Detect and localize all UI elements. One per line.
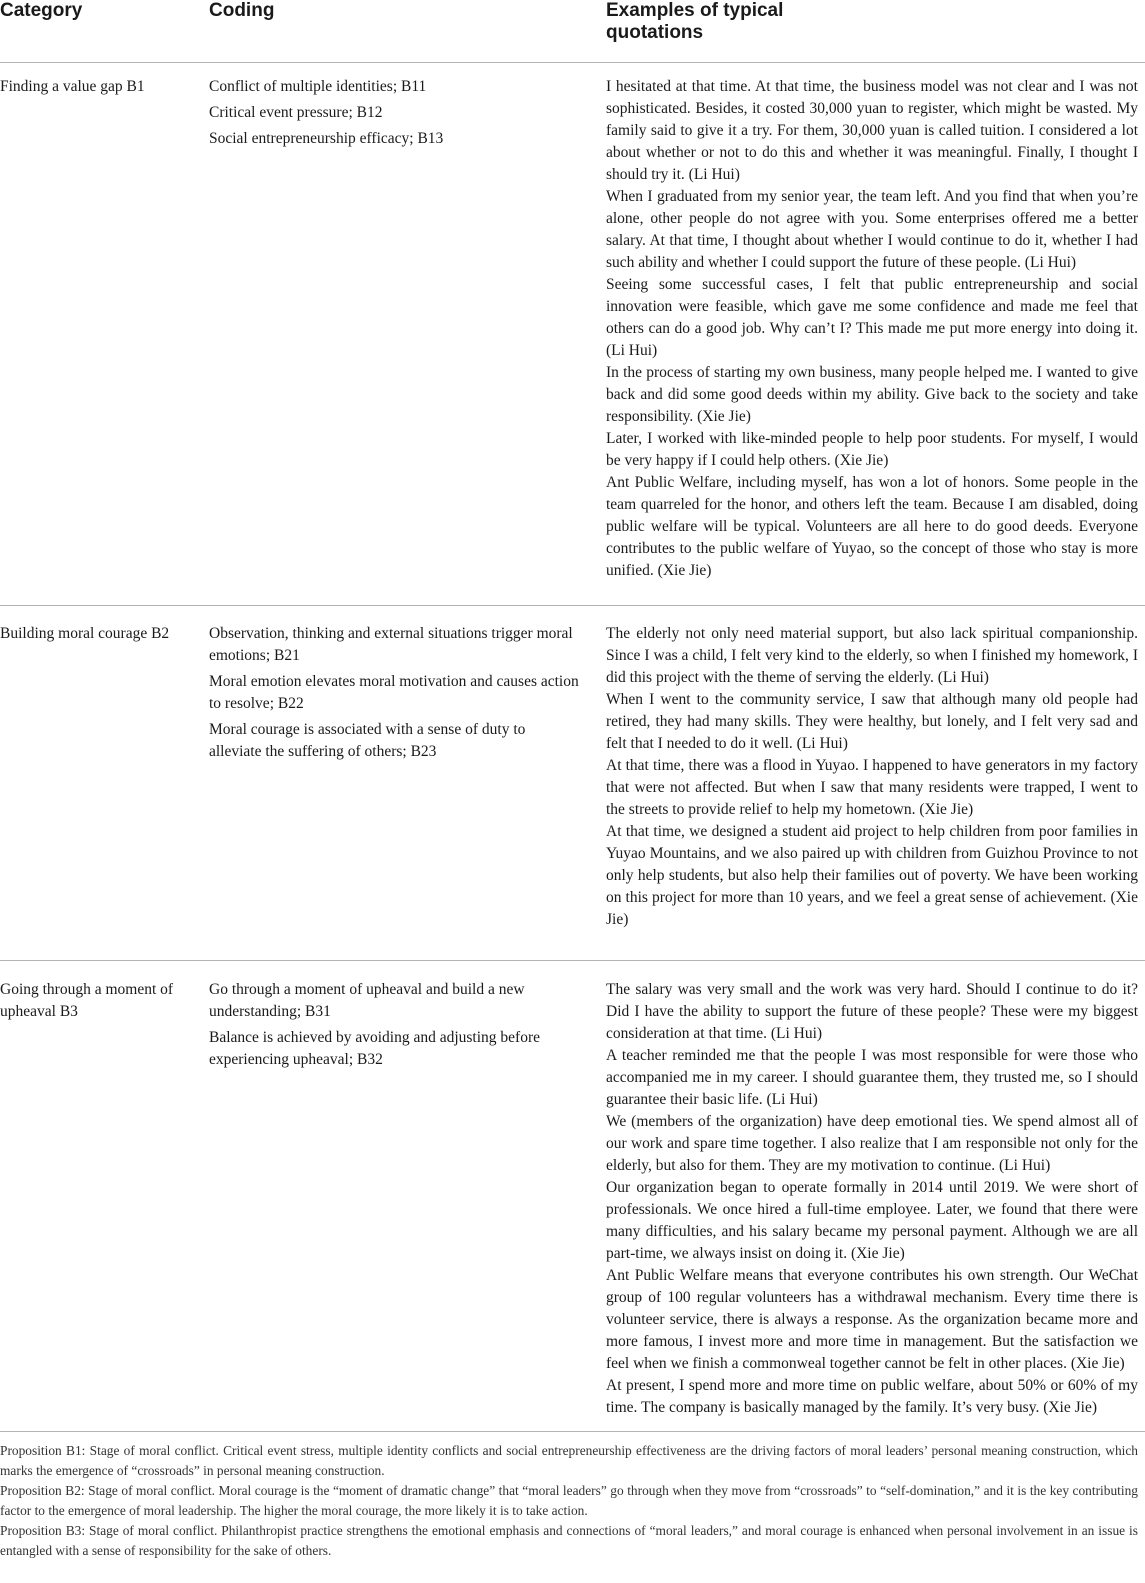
coding-item: Moral emotion elevates moral motivation and causes action to resolve; B22 (209, 673, 579, 712)
quotation: At present, I spend more and more time on public welfare, about 50% or 60% of my time. The company is basically managed by the family. It’s very busy. (Xie Jie) (606, 1377, 1138, 1416)
quotations-cell (606, 76, 1138, 582)
quotation: In the process of starting my own business, many people helped me. I wanted to give back and did some good deeds within my ability. Give back to the society and take responsibility. (Xie Jie) (606, 364, 1138, 425)
quotation: Our organization began to operate formally in 2014 until 2019. We were short of professionals. We once hired a full-time employee. Later, we found that there were many difficulties, and his salary became my personal payment. Although we are all part-time, we always insist on doing it. (Xie Jie) (606, 1179, 1138, 1262)
coding-cell (209, 623, 579, 767)
column-header-category: Category (0, 0, 83, 21)
coding-item: Moral courage is associated with a sense of duty to alleviate the suffering of others; B23 (209, 721, 526, 760)
category-cell: Building moral courage B2 (0, 625, 170, 642)
quotation: Later, I worked with like-minded people to help poor students. For myself, I would be very happy if I could help others. (Xie Jie) (606, 430, 1138, 469)
column-header-coding: Coding (209, 0, 275, 21)
quotation: When I graduated from my senior year, the team left. And you find that when you’re alone, other people do not agree with you. Some enterprises offered me a better salary. At that time, I thought about whether I would continue to do it, whether I had such ability and whether I could support the future of these people. (Li Hui) (606, 188, 1138, 271)
coding-cell (209, 979, 579, 1075)
row-rule (0, 605, 1145, 606)
quotation: At that time, there was a flood in Yuyao. I happened to have generators in my factory that were not affected. But when I saw that many residents were trapped, I went to the streets to provide relief to help my hometown. (Xie Jie) (606, 757, 1138, 818)
quotation: I hesitated at that time. At that time, the business model was not clear and I was not sophisticated. Besides, it costed 30,000 yuan to register, which might be wasted. My family said to give it a try. For them, 30,000 yuan is called tuition. I considered a lot about whether or not to do this and whether it was meaningful. Finally, I thought I should try it. (Li Hui) (606, 78, 1138, 183)
column-header-quotations: Examples of typical quotations (606, 0, 784, 43)
quotations-cell (606, 623, 1138, 931)
coding-item: Observation, thinking and external situations trigger moral emotions; B21 (209, 625, 573, 664)
category-cell: Finding a value gap B1 (0, 78, 145, 95)
table-footnotes (0, 1441, 1138, 1561)
quotation: The elderly not only need material support, but also lack spiritual companionship. Since I was a child, I felt very kind to the elderly, so when I finished my homework, I did this project with the theme of serving the elderly. (Li Hui) (606, 625, 1138, 686)
coding-item: Critical event pressure; B12 (209, 104, 383, 121)
quotation: We (members of the organization) have deep emotional ties. We spend almost all of our work and spare time together. I also realize that I am responsible not only for the elderly, but also for them. They are my motivation to continue. (Li Hui) (606, 1113, 1138, 1174)
row-rule (0, 960, 1145, 961)
quotation: Ant Public Welfare, including myself, has won a lot of honors. Some people in the team quarreled for the honor, and others left the team. Because I am disabled, doing public welfare will be typical. Volunteers are all here to do good deeds. Everyone contributes to the public welfare of Yuyao, so the concept of those who stay is more unified. (Xie Jie) (606, 474, 1138, 579)
table-header (0, 0, 1145, 58)
quotation: A teacher reminded me that the people I was most responsible for were those who accompanied me in my career. I should guarantee them, they trusted me, so I should guarantee their basic life. (Li Hui) (606, 1047, 1138, 1108)
category-cell: Going through a moment of upheaval B3 (0, 981, 174, 1020)
quotation: Ant Public Welfare means that everyone contributes his own strength. Our WeChat group of 100 regular volunteers has a withdrawal mechanism. Every time there is volunteer service, there is always a response. As the organization became more and more famous, I invest more and more time in management. But the satisfaction we feel when we finish a commonweal together cannot be felt in other places. (Xie Jie) (606, 1267, 1138, 1372)
quotation: When I went to the community service, I saw that although many old people had retired, they had many skills. They were healthy, but lonely, and I felt very sad and felt that I needed to do it well. (Li Hui) (606, 691, 1138, 752)
coding-item: Balance is achieved by avoiding and adjusting before experiencing upheaval; B32 (209, 1029, 540, 1068)
quotations-cell (606, 979, 1138, 1419)
coding-item: Conflict of multiple identities; B11 (209, 78, 427, 95)
table-bottom-rule (0, 1431, 1145, 1432)
coding-item: Go through a moment of upheaval and build a new understanding; B31 (209, 981, 525, 1020)
coding-item: Social entrepreneurship efficacy; B13 (209, 130, 444, 147)
footnote-b1: Proposition B1: Stage of moral conflict. Critical event stress, multiple identity conflicts and social entrepreneurship effectiveness are the driving factors of moral leaders’ personal meaning construction, which marks the emergence of “crossroads” in personal meaning construction. (0, 1443, 1138, 1478)
footnote-b3: Proposition B3: Stage of moral conflict. Philanthropist practice strengthens the emotional emphasis and connections of “moral leaders,” and moral courage is enhanced when personal involvement in an issue is entangled with a sense of responsibility for the sake of others. (0, 1523, 1138, 1558)
quotation: The salary was very small and the work was very hard. Should I continue to do it? Did I have the ability to support the future of these people? These were my biggest consideration at that time. (Li Hui) (606, 981, 1138, 1042)
quotation: Seeing some successful cases, I felt that public entrepreneurship and social innovation were feasible, which gave me some confidence and made me feel that others can do a good job. Why can’t I? This made me put more energy into doing it. (Li Hui) (606, 276, 1138, 359)
quotation: At that time, we designed a student aid project to help children from poor families in Yuyao Mountains, and we also paired up with children from Guizhou Province to not only help students, but also help their families out of poverty. We have been working on this project for more than 10 years, and we feel a great sense of achievement. (Xie Jie) (606, 823, 1138, 928)
header-rule (0, 62, 1145, 63)
footnote-b2: Proposition B2: Stage of moral conflict. Moral courage is the “moment of dramatic change” that “moral leaders” go through when they move from “crossroads” to “self-domination,” and it is the key contributing factor to the emergence of moral leadership. The higher the moral courage, the more likely it is to take action. (0, 1483, 1138, 1518)
coding-cell (209, 76, 579, 154)
